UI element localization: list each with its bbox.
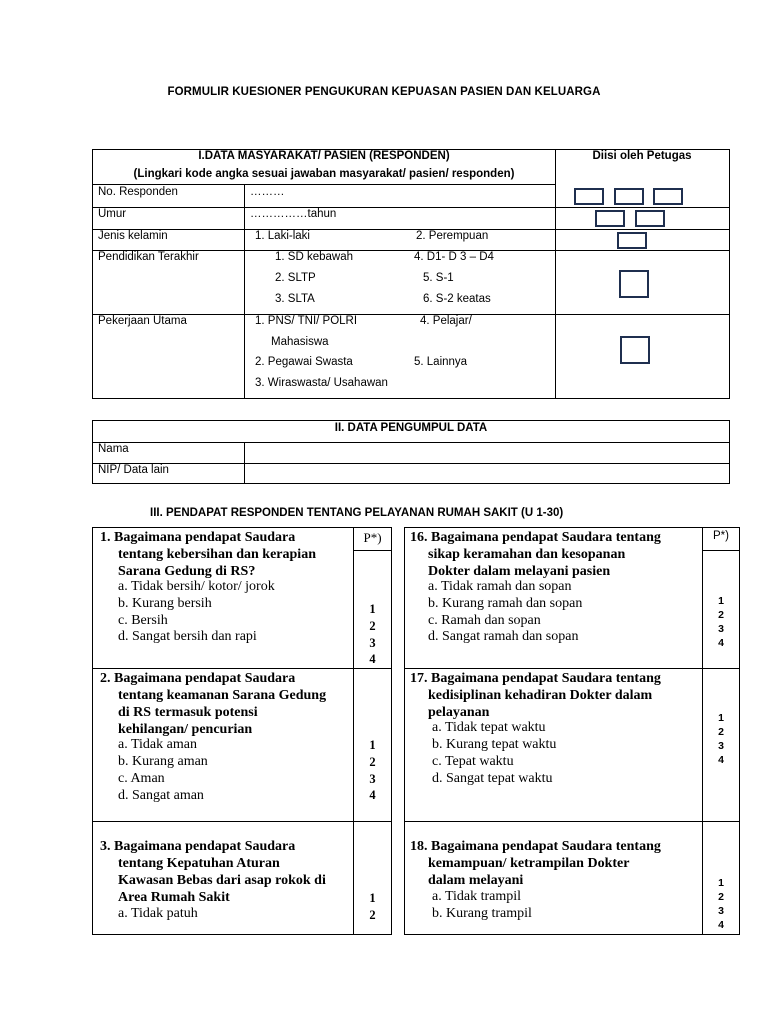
answer-code[interactable]: 2 xyxy=(718,609,724,621)
answer-code[interactable]: 4 xyxy=(718,637,724,649)
answer-option[interactable]: a. Tidak bersih/ kotor/ jorok xyxy=(118,579,275,594)
answer-code[interactable]: 2 xyxy=(369,907,376,922)
code-box[interactable] xyxy=(635,210,665,227)
pendidikan-option: 2. SLTP xyxy=(275,272,316,284)
answer-option[interactable]: d. Sangat tepat waktu xyxy=(432,771,553,786)
pekerjaan-option: 3. Wiraswasta/ Usahawan xyxy=(255,377,388,389)
answer-code[interactable]: 3 xyxy=(369,771,376,786)
question-line: kehilangan/ pencurian xyxy=(118,722,253,737)
pendidikan-option: 6. S-2 keatas xyxy=(423,293,491,305)
question-line: 18. Bagaimana pendapat Saudara tentang xyxy=(410,839,661,854)
section2-heading: II. DATA PENGUMPUL DATA xyxy=(334,422,488,434)
answer-code[interactable]: 4 xyxy=(718,754,724,766)
answer-option[interactable]: a. Tidak aman xyxy=(118,737,197,752)
answer-code[interactable]: 3 xyxy=(369,635,376,650)
answer-code[interactable]: 4 xyxy=(369,652,376,667)
code-box[interactable] xyxy=(619,270,649,298)
answer-option[interactable]: a. Tidak tepat waktu xyxy=(432,720,546,735)
answer-code[interactable]: 3 xyxy=(718,740,724,752)
p-header: P*) xyxy=(713,530,729,542)
answer-code[interactable]: 4 xyxy=(718,919,724,931)
question-line: tentang keamanan Sarana Gedung xyxy=(118,688,327,703)
question-line: kemampuan/ ketrampilan Dokter xyxy=(428,856,630,871)
nama-label: Nama xyxy=(98,443,129,455)
jenis-kelamin-option-1: 1. Laki-laki xyxy=(255,230,310,242)
pekerjaan-label: Pekerjaan Utama xyxy=(98,315,187,327)
answer-option[interactable]: a. Tidak ramah dan sopan xyxy=(428,579,572,594)
answer-option[interactable]: b. Kurang tepat waktu xyxy=(432,737,557,752)
code-box[interactable] xyxy=(595,210,625,227)
answer-code[interactable]: 3 xyxy=(718,905,724,917)
question-cell xyxy=(92,527,354,669)
answer-code[interactable]: 1 xyxy=(369,891,376,905)
answer-code[interactable]: 1 xyxy=(369,602,376,616)
answer-code[interactable]: 4 xyxy=(369,788,376,803)
code-cell xyxy=(702,668,740,822)
respondent-data-table xyxy=(92,149,730,399)
answer-option[interactable]: c. Tepat waktu xyxy=(432,754,514,769)
question-line: Area Rumah Sakit xyxy=(118,890,230,905)
code-cell xyxy=(702,550,740,669)
collector-data-table xyxy=(92,420,730,484)
answer-code[interactable]: 2 xyxy=(369,754,376,769)
code-box[interactable] xyxy=(653,188,683,205)
question-line: 1. Bagaimana pendapat Saudara xyxy=(100,530,296,545)
pekerjaan-option: 2. Pegawai Swasta xyxy=(255,356,353,368)
question-cell xyxy=(404,668,703,822)
answer-code[interactable]: 1 xyxy=(718,595,724,607)
answer-option[interactable]: c. Ramah dan sopan xyxy=(428,613,541,628)
pendidikan-option: 1. SD kebawah xyxy=(275,251,353,263)
p-header-cell xyxy=(353,527,392,551)
section1-instruction: (Lingkari kode angka sesuai jawaban masyarakat/ pasien/ responden) xyxy=(133,168,515,180)
code-cell xyxy=(353,668,392,822)
answer-option[interactable]: b. Kurang bersih xyxy=(118,596,212,611)
question-line: 2. Bagaimana pendapat Saudara xyxy=(100,671,296,686)
jenis-kelamin-label: Jenis kelamin xyxy=(98,230,168,242)
jenis-kelamin-option-2: 2. Perempuan xyxy=(416,230,489,242)
code-cell xyxy=(353,550,392,669)
question-cell xyxy=(92,821,354,935)
answer-code[interactable]: 1 xyxy=(718,877,724,889)
question-line: 3. Bagaimana pendapat Saudara xyxy=(100,839,296,854)
form-title: FORMULIR KUESIONER PENGUKURAN KEPUASAN PASIEN DAN KELUARGA xyxy=(167,86,601,98)
question-line: sikap keramahan dan kesopanan xyxy=(428,547,626,562)
question-line: Sarana Gedung di RS? xyxy=(118,564,256,579)
pekerjaan-option: 4. Pelajar/ xyxy=(420,315,472,327)
question-line: Dokter dalam melayani pasien xyxy=(428,564,611,579)
question-cell xyxy=(92,668,354,822)
p-header-cell xyxy=(702,527,740,551)
pekerjaan-option: 5. Lainnya xyxy=(414,356,468,368)
code-box[interactable] xyxy=(614,188,644,205)
pendidikan-option: 4. D1- D 3 – D4 xyxy=(414,251,494,263)
answer-option[interactable]: c. Aman xyxy=(118,771,165,786)
answer-option[interactable]: a. Tidak trampil xyxy=(432,889,522,904)
question-cell xyxy=(404,821,703,935)
code-box[interactable] xyxy=(574,188,604,205)
code-box[interactable] xyxy=(620,336,650,364)
answer-code[interactable]: 2 xyxy=(718,891,724,903)
p-header: P*) xyxy=(363,530,382,545)
pekerjaan-option: 1. PNS/ TNI/ POLRI xyxy=(255,315,358,327)
answer-option[interactable]: b. Kurang aman xyxy=(118,754,208,769)
question-line: pelayanan xyxy=(428,705,490,720)
question-line: tentang Kepatuhan Aturan xyxy=(118,856,280,871)
answer-code[interactable]: 2 xyxy=(718,726,724,738)
umur-label: Umur xyxy=(98,208,127,220)
question-line: 16. Bagaimana pendapat Saudara tentang xyxy=(410,530,661,545)
question-line: dalam melayani xyxy=(428,873,524,888)
question-line: Kawasan Bebas dari asap rokok di xyxy=(118,873,326,888)
question-line: di RS termasuk potensi xyxy=(118,705,258,720)
pendidikan-label: Pendidikan Terakhir xyxy=(98,251,199,263)
nip-label: NIP/ Data lain xyxy=(98,464,169,476)
question-line: kedisiplinan kehadiran Dokter dalam xyxy=(428,688,653,703)
answer-option[interactable]: d. Sangat aman xyxy=(118,788,204,803)
answer-option[interactable]: d. Sangat ramah dan sopan xyxy=(428,629,579,644)
no-responden-value: ……… xyxy=(250,186,285,198)
umur-value: ……………tahun xyxy=(250,208,337,220)
answer-code[interactable]: 3 xyxy=(718,623,724,635)
question-line: tentang kebersihan dan kerapian xyxy=(118,547,316,562)
question-cell xyxy=(404,527,703,669)
code-cell xyxy=(702,821,740,935)
answer-option[interactable]: a. Tidak patuh xyxy=(118,906,198,921)
no-responden-label: No. Responden xyxy=(98,186,178,198)
pendidikan-option: 5. S-1 xyxy=(423,272,454,284)
section1-heading: I.DATA MASYARAKAT/ PASIEN (RESPONDEN) xyxy=(198,150,450,162)
answer-code[interactable]: 2 xyxy=(369,618,376,633)
answer-code[interactable]: 1 xyxy=(718,712,724,724)
answer-option[interactable]: b. Kurang ramah dan sopan xyxy=(428,596,583,611)
officer-column-header: Diisi oleh Petugas xyxy=(592,150,692,162)
code-box[interactable] xyxy=(617,232,647,249)
answer-option[interactable]: c. Bersih xyxy=(118,613,168,628)
answer-code[interactable]: 1 xyxy=(369,738,376,752)
pendidikan-option: 3. SLTA xyxy=(275,293,315,305)
answer-option[interactable]: b. Kurang trampil xyxy=(432,906,532,921)
pekerjaan-option: Mahasiswa xyxy=(271,336,329,348)
section3-heading: III. PENDAPAT RESPONDEN TENTANG PELAYANAN RUMAH SAKIT (U 1-30) xyxy=(150,507,564,519)
question-line: 17. Bagaimana pendapat Saudara tentang xyxy=(410,671,661,686)
answer-option[interactable]: d. Sangat bersih dan rapi xyxy=(118,629,257,644)
code-cell xyxy=(353,821,392,935)
